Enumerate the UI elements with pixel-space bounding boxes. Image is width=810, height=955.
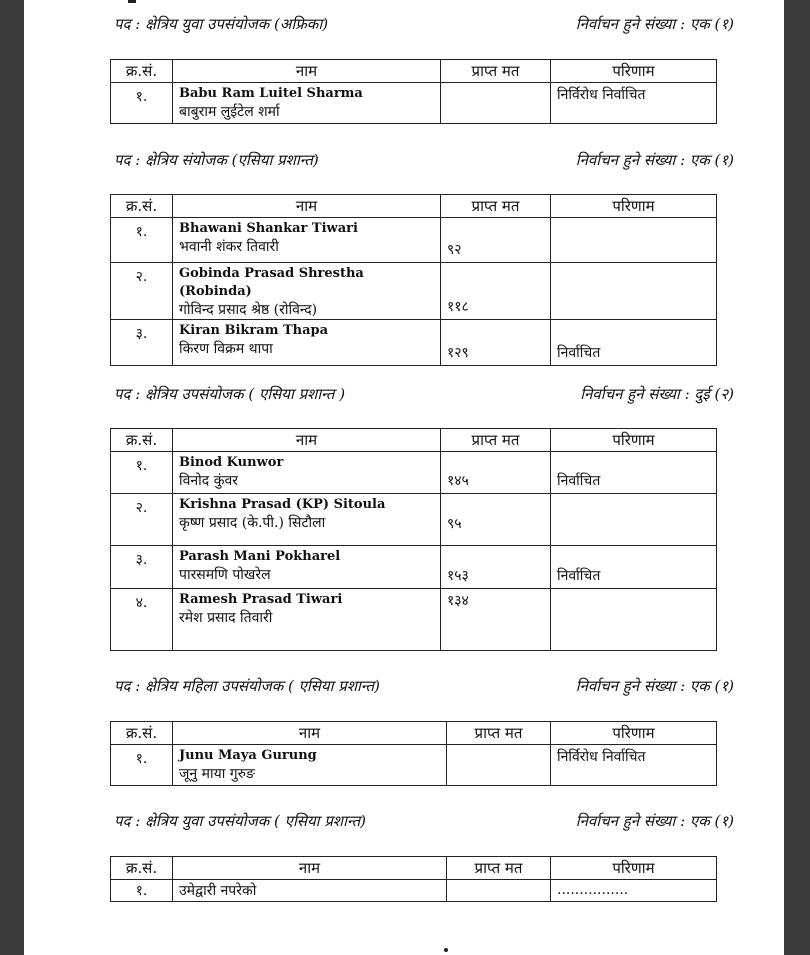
table-header-row xyxy=(111,722,717,745)
name-english: Gobinda Prasad Shrestha (Robinda) xyxy=(179,266,364,299)
result-value: निर्वाचित xyxy=(557,568,601,584)
results-table xyxy=(110,194,717,366)
post-title: पद : क्षेत्रिय संयोजक (एसिया प्रशान्त) xyxy=(114,151,319,169)
name-english: Parash Mani Pokharel xyxy=(179,549,341,564)
header-name: नाम xyxy=(173,857,447,880)
votes-value: ९५ xyxy=(447,516,462,532)
cell-sn: १. xyxy=(111,218,173,263)
cell-name xyxy=(173,83,441,124)
cell-sn: २. xyxy=(111,263,173,320)
name-nepali: भवानी शंकर तिवारी xyxy=(179,239,279,255)
name-english: Babu Ram Luitel Sharma xyxy=(179,86,363,101)
votes-value: ११८ xyxy=(447,299,469,315)
cell-result xyxy=(551,263,717,320)
name-nepali: रमेश प्रसाद तिवारी xyxy=(179,610,273,626)
header-votes: प्राप्त मत xyxy=(441,60,551,83)
seat-count: निर्वाचन हुने संख्या : एक (१) xyxy=(575,151,734,169)
post-title: पद : क्षेत्रिय महिला उपसंयोजक ( एसिया प्रशान्त) xyxy=(114,677,380,695)
cell-name xyxy=(173,452,441,494)
header-sn: क्र.सं. xyxy=(111,857,173,880)
name-nepali: बाबुराम लुईटेल शर्मा xyxy=(179,104,280,120)
cell-name xyxy=(173,320,441,366)
votes-value: १२९ xyxy=(447,345,469,361)
table-row xyxy=(111,83,717,124)
seat-count: निर्वाचन हुने संख्या : दुई (२) xyxy=(580,385,734,403)
result-value: ................ xyxy=(557,882,629,898)
cell-sn: १. xyxy=(111,745,173,786)
cell-result xyxy=(551,320,717,366)
cell-sn: १. xyxy=(111,880,173,902)
section-heading xyxy=(114,14,734,36)
table-row xyxy=(111,263,717,320)
header-result: परिणाम xyxy=(551,60,717,83)
name-english: Junu Maya Gurung xyxy=(179,748,317,763)
votes-value: १४५ xyxy=(447,473,469,489)
results-table xyxy=(110,856,717,902)
cell-name xyxy=(173,589,441,651)
table-row xyxy=(111,452,717,494)
cell-votes xyxy=(447,745,551,786)
header-votes: प्राप्त मत xyxy=(441,429,551,452)
result-value: निर्वाचित xyxy=(557,473,601,489)
name-nepali: कृष्ण प्रसाद (के.पी.) सिटौला xyxy=(179,515,326,531)
header-name: नाम xyxy=(173,429,441,452)
cell-result xyxy=(551,880,717,902)
cell-name xyxy=(173,546,441,589)
name-nepali: जूनु माया गुरुङ xyxy=(179,766,255,782)
section-heading xyxy=(114,150,734,172)
table-header-row xyxy=(111,195,717,218)
results-table xyxy=(110,59,717,124)
name-english: Ramesh Prasad Tiwari xyxy=(179,592,343,607)
votes-value: ९२ xyxy=(447,242,462,258)
cell-name xyxy=(173,494,441,546)
cell-result xyxy=(551,494,717,546)
cell-result xyxy=(551,83,717,124)
post-title: पद : क्षेत्रिय युवा उपसंयोजक ( एसिया प्रशान्त) xyxy=(114,812,366,830)
cell-sn: १. xyxy=(111,83,173,124)
cell-votes xyxy=(441,263,551,320)
cell-result xyxy=(551,218,717,263)
cell-sn: २. xyxy=(111,494,173,546)
seat-count: निर्वाचन हुने संख्या : एक (१) xyxy=(575,812,734,830)
seat-count: निर्वाचन हुने संख्या : एक (१) xyxy=(575,15,734,33)
name-english: Binod Kunwor xyxy=(179,455,284,470)
table-header-row xyxy=(111,857,717,880)
table-row xyxy=(111,880,717,902)
section-heading xyxy=(114,811,734,833)
cell-result xyxy=(551,745,717,786)
table-row xyxy=(111,589,717,651)
table-row xyxy=(111,218,717,263)
cell-name xyxy=(173,880,447,902)
cell-name xyxy=(173,745,447,786)
cell-votes xyxy=(441,546,551,589)
result-value: निर्विरोध निर्वाचित xyxy=(557,749,646,765)
cell-result xyxy=(551,546,717,589)
cell-votes xyxy=(441,494,551,546)
header-sn: क्र.सं. xyxy=(111,722,173,745)
result-value: निर्वाचित xyxy=(557,345,601,361)
result-value: निर्विरोध निर्वाचित xyxy=(557,87,646,103)
table-header-row xyxy=(111,429,717,452)
header-sn: क्र.सं. xyxy=(111,195,173,218)
header-sn: क्र.सं. xyxy=(111,60,173,83)
cell-sn: ३. xyxy=(111,320,173,366)
header-sn: क्र.सं. xyxy=(111,429,173,452)
cell-votes xyxy=(447,880,551,902)
seat-count: निर्वाचन हुने संख्या : एक (१) xyxy=(575,677,734,695)
section-heading xyxy=(114,384,734,406)
name-english: Bhawani Shankar Tiwari xyxy=(179,221,358,236)
name-english: Krishna Prasad (KP) Sitoula xyxy=(179,497,386,512)
header-name: नाम xyxy=(173,722,447,745)
name-nepali: पारसमणि पोखरेल xyxy=(179,567,271,583)
section-heading xyxy=(114,676,734,698)
table-header-row xyxy=(111,60,717,83)
header-result: परिणाम xyxy=(551,722,717,745)
header-votes: प्राप्त मत xyxy=(441,195,551,218)
header-result: परिणाम xyxy=(551,195,717,218)
cell-votes xyxy=(441,589,551,651)
cell-sn: ४. xyxy=(111,589,173,651)
votes-value: १५३ xyxy=(447,568,469,584)
name-english: Kiran Bikram Thapa xyxy=(179,323,329,338)
name-nepali: उमेद्वारी नपरेको xyxy=(179,883,257,899)
results-table xyxy=(110,721,717,786)
cell-votes xyxy=(441,83,551,124)
cell-name xyxy=(173,263,441,320)
cell-result xyxy=(551,589,717,651)
results-table xyxy=(110,428,717,651)
cell-votes xyxy=(441,218,551,263)
cell-sn: १. xyxy=(111,452,173,494)
cell-result xyxy=(551,452,717,494)
table-row xyxy=(111,494,717,546)
cell-name xyxy=(173,218,441,263)
header-result: परिणाम xyxy=(551,429,717,452)
table-row xyxy=(111,320,717,366)
cell-votes xyxy=(441,320,551,366)
name-nepali: गोविन्द प्रसाद श्रेष्ठ (रोविन्द) xyxy=(179,302,318,318)
table-row xyxy=(111,546,717,589)
header-result: परिणाम xyxy=(551,857,717,880)
document-page xyxy=(24,0,784,955)
header-votes: प्राप्त मत xyxy=(447,857,551,880)
top-edge-mark xyxy=(128,0,136,3)
cell-sn: ३. xyxy=(111,546,173,589)
header-name: नाम xyxy=(173,60,441,83)
cell-votes xyxy=(441,452,551,494)
stray-mark xyxy=(444,948,448,952)
header-votes: प्राप्त मत xyxy=(447,722,551,745)
post-title: पद : क्षेत्रिय युवा उपसंयोजक (अफ्रिका) xyxy=(114,15,329,33)
name-nepali: किरण विक्रम थापा xyxy=(179,341,273,357)
post-title: पद : क्षेत्रिय उपसंयोजक ( एसिया प्रशान्त ) xyxy=(114,385,346,403)
votes-value: १३४ xyxy=(447,593,469,609)
table-row xyxy=(111,745,717,786)
name-nepali: विनोद कुंवर xyxy=(179,473,238,489)
header-name: नाम xyxy=(173,195,441,218)
